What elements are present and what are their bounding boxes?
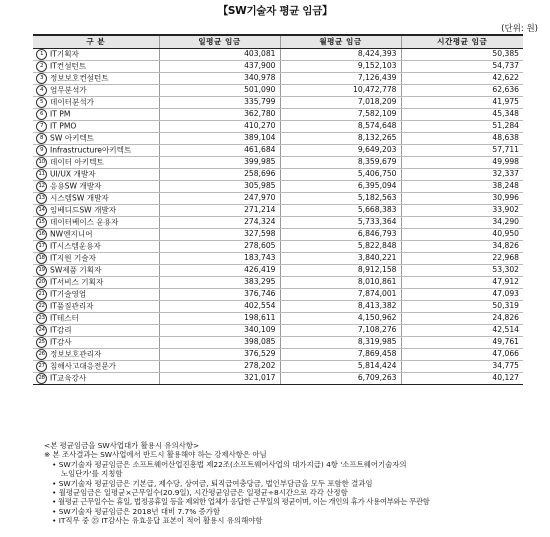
monthly-wage-cell: 6,395,094 xyxy=(280,181,401,193)
table-row xyxy=(33,313,523,325)
page-title: 【SW기술자 평균 임금】 xyxy=(217,5,333,17)
row-number-badge: 6 xyxy=(36,109,47,120)
job-title: 침해사고대응전문가 xyxy=(50,361,117,371)
job-title-cell xyxy=(33,193,159,205)
job-title-cell xyxy=(33,265,159,277)
job-title: 정보보호관리자 xyxy=(50,349,102,359)
hourly-wage-cell: 40,950 xyxy=(401,229,523,241)
row-number-badge: 13 xyxy=(36,193,47,204)
daily-wage-cell: 305,985 xyxy=(159,181,280,193)
table-row xyxy=(33,133,523,145)
hourly-wage-cell: 38,248 xyxy=(401,181,523,193)
hourly-wage-cell: 47,093 xyxy=(401,289,523,301)
row-number-badge: 18 xyxy=(36,253,47,264)
daily-wage-cell: 403,081 xyxy=(159,49,280,61)
daily-wage-cell: 271,214 xyxy=(159,205,280,217)
daily-wage-cell: 340,978 xyxy=(159,73,280,85)
table-row xyxy=(33,73,523,85)
row-number-badge: 8 xyxy=(36,133,47,144)
hourly-wage-cell: 47,912 xyxy=(401,277,523,289)
table-row xyxy=(33,157,523,169)
monthly-wage-cell: 8,010,861 xyxy=(280,277,401,289)
job-title: IT감사 xyxy=(50,337,72,347)
daily-wage-cell: 461,684 xyxy=(159,145,280,157)
job-title-cell xyxy=(33,133,159,145)
daily-wage-cell: 274,324 xyxy=(159,217,280,229)
row-number-badge: 5 xyxy=(36,97,47,108)
monthly-wage-cell: 8,413,382 xyxy=(280,301,401,313)
row-number-badge: 26 xyxy=(36,349,47,360)
daily-wage-cell: 398,085 xyxy=(159,337,280,349)
daily-wage-cell: 327,598 xyxy=(159,229,280,241)
hourly-wage-cell: 53,302 xyxy=(401,265,523,277)
job-title-cell xyxy=(33,121,159,133)
table-row xyxy=(33,349,523,361)
monthly-wage-cell: 7,018,209 xyxy=(280,97,401,109)
row-number-badge: 3 xyxy=(36,73,47,84)
hourly-wage-cell: 41,975 xyxy=(401,97,523,109)
job-title: Infrastructure아키텍트 xyxy=(50,145,132,155)
table-row xyxy=(33,229,523,241)
hourly-wage-cell: 51,284 xyxy=(401,121,523,133)
table-body xyxy=(33,49,523,385)
hourly-wage-cell: 24,826 xyxy=(401,313,523,325)
table-row xyxy=(33,241,523,253)
table-row xyxy=(33,337,523,349)
row-number-badge: 27 xyxy=(36,361,47,372)
monthly-wage-cell: 5,814,424 xyxy=(280,361,401,373)
daily-wage-cell: 362,780 xyxy=(159,109,280,121)
hourly-wage-cell: 48,638 xyxy=(401,133,523,145)
job-title: IT서비스 기획자 xyxy=(50,277,104,287)
row-number-badge: 12 xyxy=(36,181,47,192)
table-row xyxy=(33,253,523,265)
monthly-wage-cell: 8,132,265 xyxy=(280,133,401,145)
monthly-wage-cell: 6,709,263 xyxy=(280,373,401,385)
job-title: IT컨설턴트 xyxy=(50,61,87,71)
job-title: NW엔지니어 xyxy=(50,229,93,239)
note-line: • 월평균 근무일수는 휴일, 법정공휴일 등을 제외한 업체가 응답한 근무일의 평균이며, 이는 개인의 휴가 사용여부와는 무관함 xyxy=(52,497,430,507)
monthly-wage-cell: 5,182,563 xyxy=(280,193,401,205)
job-title-cell xyxy=(33,313,159,325)
monthly-wage-cell: 7,582,109 xyxy=(280,109,401,121)
monthly-wage-cell: 5,733,364 xyxy=(280,217,401,229)
header-monthly-wage: 월평균 임금 xyxy=(280,35,401,49)
monthly-wage-cell: 7,874,001 xyxy=(280,289,401,301)
daily-wage-cell: 426,419 xyxy=(159,265,280,277)
job-title-cell xyxy=(33,229,159,241)
header-hourly-wage: 시간평균 임금 xyxy=(401,35,523,49)
job-title-cell xyxy=(33,217,159,229)
row-number-badge: 10 xyxy=(36,157,47,168)
daily-wage-cell: 376,529 xyxy=(159,349,280,361)
daily-wage-cell: 278,605 xyxy=(159,241,280,253)
job-title-cell xyxy=(33,157,159,169)
table-row xyxy=(33,205,523,217)
job-title: SW제품 기획자 xyxy=(50,265,102,275)
row-number-badge: 2 xyxy=(36,61,47,72)
note-line: • SW기술자 평균임금은 소프트웨어산업진흥법 제22조(소프트웨어사업의 대가지급) 4항 '소프트웨어기술자의 xyxy=(52,459,407,469)
hourly-wage-cell: 50,319 xyxy=(401,301,523,313)
job-title-cell xyxy=(33,169,159,181)
row-number-badge: 25 xyxy=(36,337,47,348)
note-line: ※ 본 조사결과는 SW사업에서 반드시 활용해야 하는 강제사항은 아님 xyxy=(44,450,267,460)
table-row xyxy=(33,61,523,73)
job-title: UI/UX 개발자 xyxy=(50,169,96,179)
table-row xyxy=(33,85,523,97)
job-title-cell xyxy=(33,73,159,85)
job-title: 데이터 아키텍트 xyxy=(50,157,104,167)
daily-wage-cell: 335,799 xyxy=(159,97,280,109)
table-row xyxy=(33,169,523,181)
job-title-cell xyxy=(33,373,159,385)
job-title: IT교육강사 xyxy=(50,373,87,383)
job-title: 임베디드SW 개발자 xyxy=(50,205,117,215)
hourly-wage-cell: 49,998 xyxy=(401,157,523,169)
job-title: 시스템SW 개발자 xyxy=(50,193,109,203)
job-title: 정보보호컨설턴트 xyxy=(50,73,109,83)
job-title-cell xyxy=(33,361,159,373)
daily-wage-cell: 437,900 xyxy=(159,61,280,73)
monthly-wage-cell: 4,150,962 xyxy=(280,313,401,325)
hourly-wage-cell: 57,711 xyxy=(401,145,523,157)
job-title-cell xyxy=(33,253,159,265)
monthly-wage-cell: 9,152,103 xyxy=(280,61,401,73)
hourly-wage-cell: 40,127 xyxy=(401,373,523,385)
row-number-badge: 22 xyxy=(36,301,47,312)
job-title-cell xyxy=(33,289,159,301)
monthly-wage-cell: 10,472,778 xyxy=(280,85,401,97)
job-title: IT기획자 xyxy=(50,49,79,59)
monthly-wage-cell: 8,359,679 xyxy=(280,157,401,169)
job-title: IT시스템운용자 xyxy=(50,241,101,251)
note-line: • 월평균임금은 일평균×근무일수(20.9일), 시간평균임금은 일평균÷8시간으로 각각 산정함 xyxy=(52,488,348,498)
table-row xyxy=(33,97,523,109)
hourly-wage-cell: 34,775 xyxy=(401,361,523,373)
daily-wage-cell: 321,017 xyxy=(159,373,280,385)
job-title-cell xyxy=(33,97,159,109)
row-number-badge: 1 xyxy=(36,49,47,60)
job-title: IT테스터 xyxy=(50,313,79,323)
table-row xyxy=(33,121,523,133)
daily-wage-cell: 183,743 xyxy=(159,253,280,265)
hourly-wage-cell: 30,996 xyxy=(401,193,523,205)
daily-wage-cell: 340,109 xyxy=(159,325,280,337)
row-number-badge: 11 xyxy=(36,169,47,180)
table-row xyxy=(33,109,523,121)
job-title: SW 아키텍트 xyxy=(50,133,95,143)
note-line: 노임단가'를 지칭함 xyxy=(61,469,123,479)
row-number-badge: 9 xyxy=(36,145,47,156)
monthly-wage-cell: 8,424,393 xyxy=(280,49,401,61)
table-row xyxy=(33,373,523,385)
notes-heading: <본 평균임금을 SW사업대가 활용시 유의사항> xyxy=(44,441,200,450)
hourly-wage-cell: 33,902 xyxy=(401,205,523,217)
hourly-wage-cell: 42,622 xyxy=(401,73,523,85)
daily-wage-cell: 399,985 xyxy=(159,157,280,169)
note-line: • SW기술자 평균임금은 기본급, 제수당, 상여금, 퇴직급여충당금, 법인부담금을 모두 포함한 결과임 xyxy=(52,478,373,488)
table-header-row xyxy=(33,35,523,49)
wage-table xyxy=(33,34,523,385)
row-number-badge: 20 xyxy=(36,277,47,288)
header-daily-wage: 일평균 임금 xyxy=(159,35,280,49)
monthly-wage-cell: 8,574,648 xyxy=(280,121,401,133)
monthly-wage-cell: 5,822,848 xyxy=(280,241,401,253)
hourly-wage-cell: 54,737 xyxy=(401,61,523,73)
hourly-wage-cell: 45,348 xyxy=(401,109,523,121)
job-title-cell xyxy=(33,241,159,253)
row-number-badge: 14 xyxy=(36,205,47,216)
job-title-cell xyxy=(33,181,159,193)
table-row xyxy=(33,181,523,193)
table-row xyxy=(33,217,523,229)
monthly-wage-cell: 5,406,750 xyxy=(280,169,401,181)
note-line: • SW기술자 평균임금은 2018년 대비 7.7% 증가함 xyxy=(52,506,220,516)
header-category: 구 분 xyxy=(33,35,159,49)
hourly-wage-cell: 49,761 xyxy=(401,337,523,349)
table-row xyxy=(33,277,523,289)
daily-wage-cell: 198,611 xyxy=(159,313,280,325)
daily-wage-cell: 501,090 xyxy=(159,85,280,97)
hourly-wage-cell: 22,968 xyxy=(401,253,523,265)
daily-wage-cell: 247,970 xyxy=(159,193,280,205)
monthly-wage-cell: 7,108,276 xyxy=(280,325,401,337)
hourly-wage-cell: 50,385 xyxy=(401,49,523,61)
job-title-cell xyxy=(33,85,159,97)
table-row xyxy=(33,301,523,313)
row-number-badge: 24 xyxy=(36,325,47,336)
row-number-badge: 21 xyxy=(36,289,47,300)
monthly-wage-cell: 9,649,203 xyxy=(280,145,401,157)
notes-section xyxy=(44,441,544,526)
job-title: 응용SW 개발자 xyxy=(50,181,102,191)
row-number-badge: 4 xyxy=(36,85,47,96)
job-title-cell xyxy=(33,277,159,289)
monthly-wage-cell: 7,126,439 xyxy=(280,73,401,85)
monthly-wage-cell: 6,846,793 xyxy=(280,229,401,241)
daily-wage-cell: 402,554 xyxy=(159,301,280,313)
daily-wage-cell: 278,202 xyxy=(159,361,280,373)
row-number-badge: 7 xyxy=(36,121,47,132)
table-row xyxy=(33,49,523,61)
hourly-wage-cell: 47,066 xyxy=(401,349,523,361)
row-number-badge: 16 xyxy=(36,229,47,240)
hourly-wage-cell: 62,636 xyxy=(401,85,523,97)
job-title: 데이터분석가 xyxy=(50,97,95,107)
table-row xyxy=(33,193,523,205)
table-row xyxy=(33,361,523,373)
unit-label: (단위: 원) xyxy=(501,24,538,34)
table-row xyxy=(33,325,523,337)
monthly-wage-cell: 8,912,158 xyxy=(280,265,401,277)
job-title-cell xyxy=(33,301,159,313)
job-title-cell xyxy=(33,205,159,217)
hourly-wage-cell: 42,514 xyxy=(401,325,523,337)
job-title-cell xyxy=(33,145,159,157)
job-title-cell xyxy=(33,325,159,337)
row-number-badge: 19 xyxy=(36,265,47,276)
row-number-badge: 17 xyxy=(36,241,47,252)
hourly-wage-cell: 32,337 xyxy=(401,169,523,181)
daily-wage-cell: 389,104 xyxy=(159,133,280,145)
job-title: 업무분석가 xyxy=(50,85,87,95)
job-title: IT감리 xyxy=(50,325,72,335)
monthly-wage-cell: 5,668,383 xyxy=(280,205,401,217)
job-title: 데이터베이스 운용자 xyxy=(50,217,119,227)
daily-wage-cell: 258,696 xyxy=(159,169,280,181)
row-number-badge: 28 xyxy=(36,373,47,384)
monthly-wage-cell: 7,869,458 xyxy=(280,349,401,361)
job-title: IT지원 기술자 xyxy=(50,253,96,263)
row-number-badge: 15 xyxy=(36,217,47,228)
job-title-cell xyxy=(33,61,159,73)
monthly-wage-cell: 3,840,221 xyxy=(280,253,401,265)
hourly-wage-cell: 34,290 xyxy=(401,217,523,229)
job-title: IT PM xyxy=(50,109,71,119)
job-title: IT PMO xyxy=(50,121,77,131)
hourly-wage-cell: 34,826 xyxy=(401,241,523,253)
monthly-wage-cell: 8,319,985 xyxy=(280,337,401,349)
job-title: IT품질관리자 xyxy=(50,301,94,311)
job-title-cell xyxy=(33,49,159,61)
daily-wage-cell: 410,270 xyxy=(159,121,280,133)
table-row xyxy=(33,289,523,301)
job-title: IT기술영업 xyxy=(50,289,87,299)
job-title-cell xyxy=(33,349,159,361)
daily-wage-cell: 376,746 xyxy=(159,289,280,301)
table-row xyxy=(33,265,523,277)
row-number-badge: 23 xyxy=(36,313,47,324)
daily-wage-cell: 383,295 xyxy=(159,277,280,289)
job-title-cell xyxy=(33,337,159,349)
note-line: • IT직무 중 ㉕ IT감사는 유효응답 표본이 적어 활용시 유의해야함 xyxy=(52,516,263,526)
job-title-cell xyxy=(33,109,159,121)
table-row xyxy=(33,145,523,157)
